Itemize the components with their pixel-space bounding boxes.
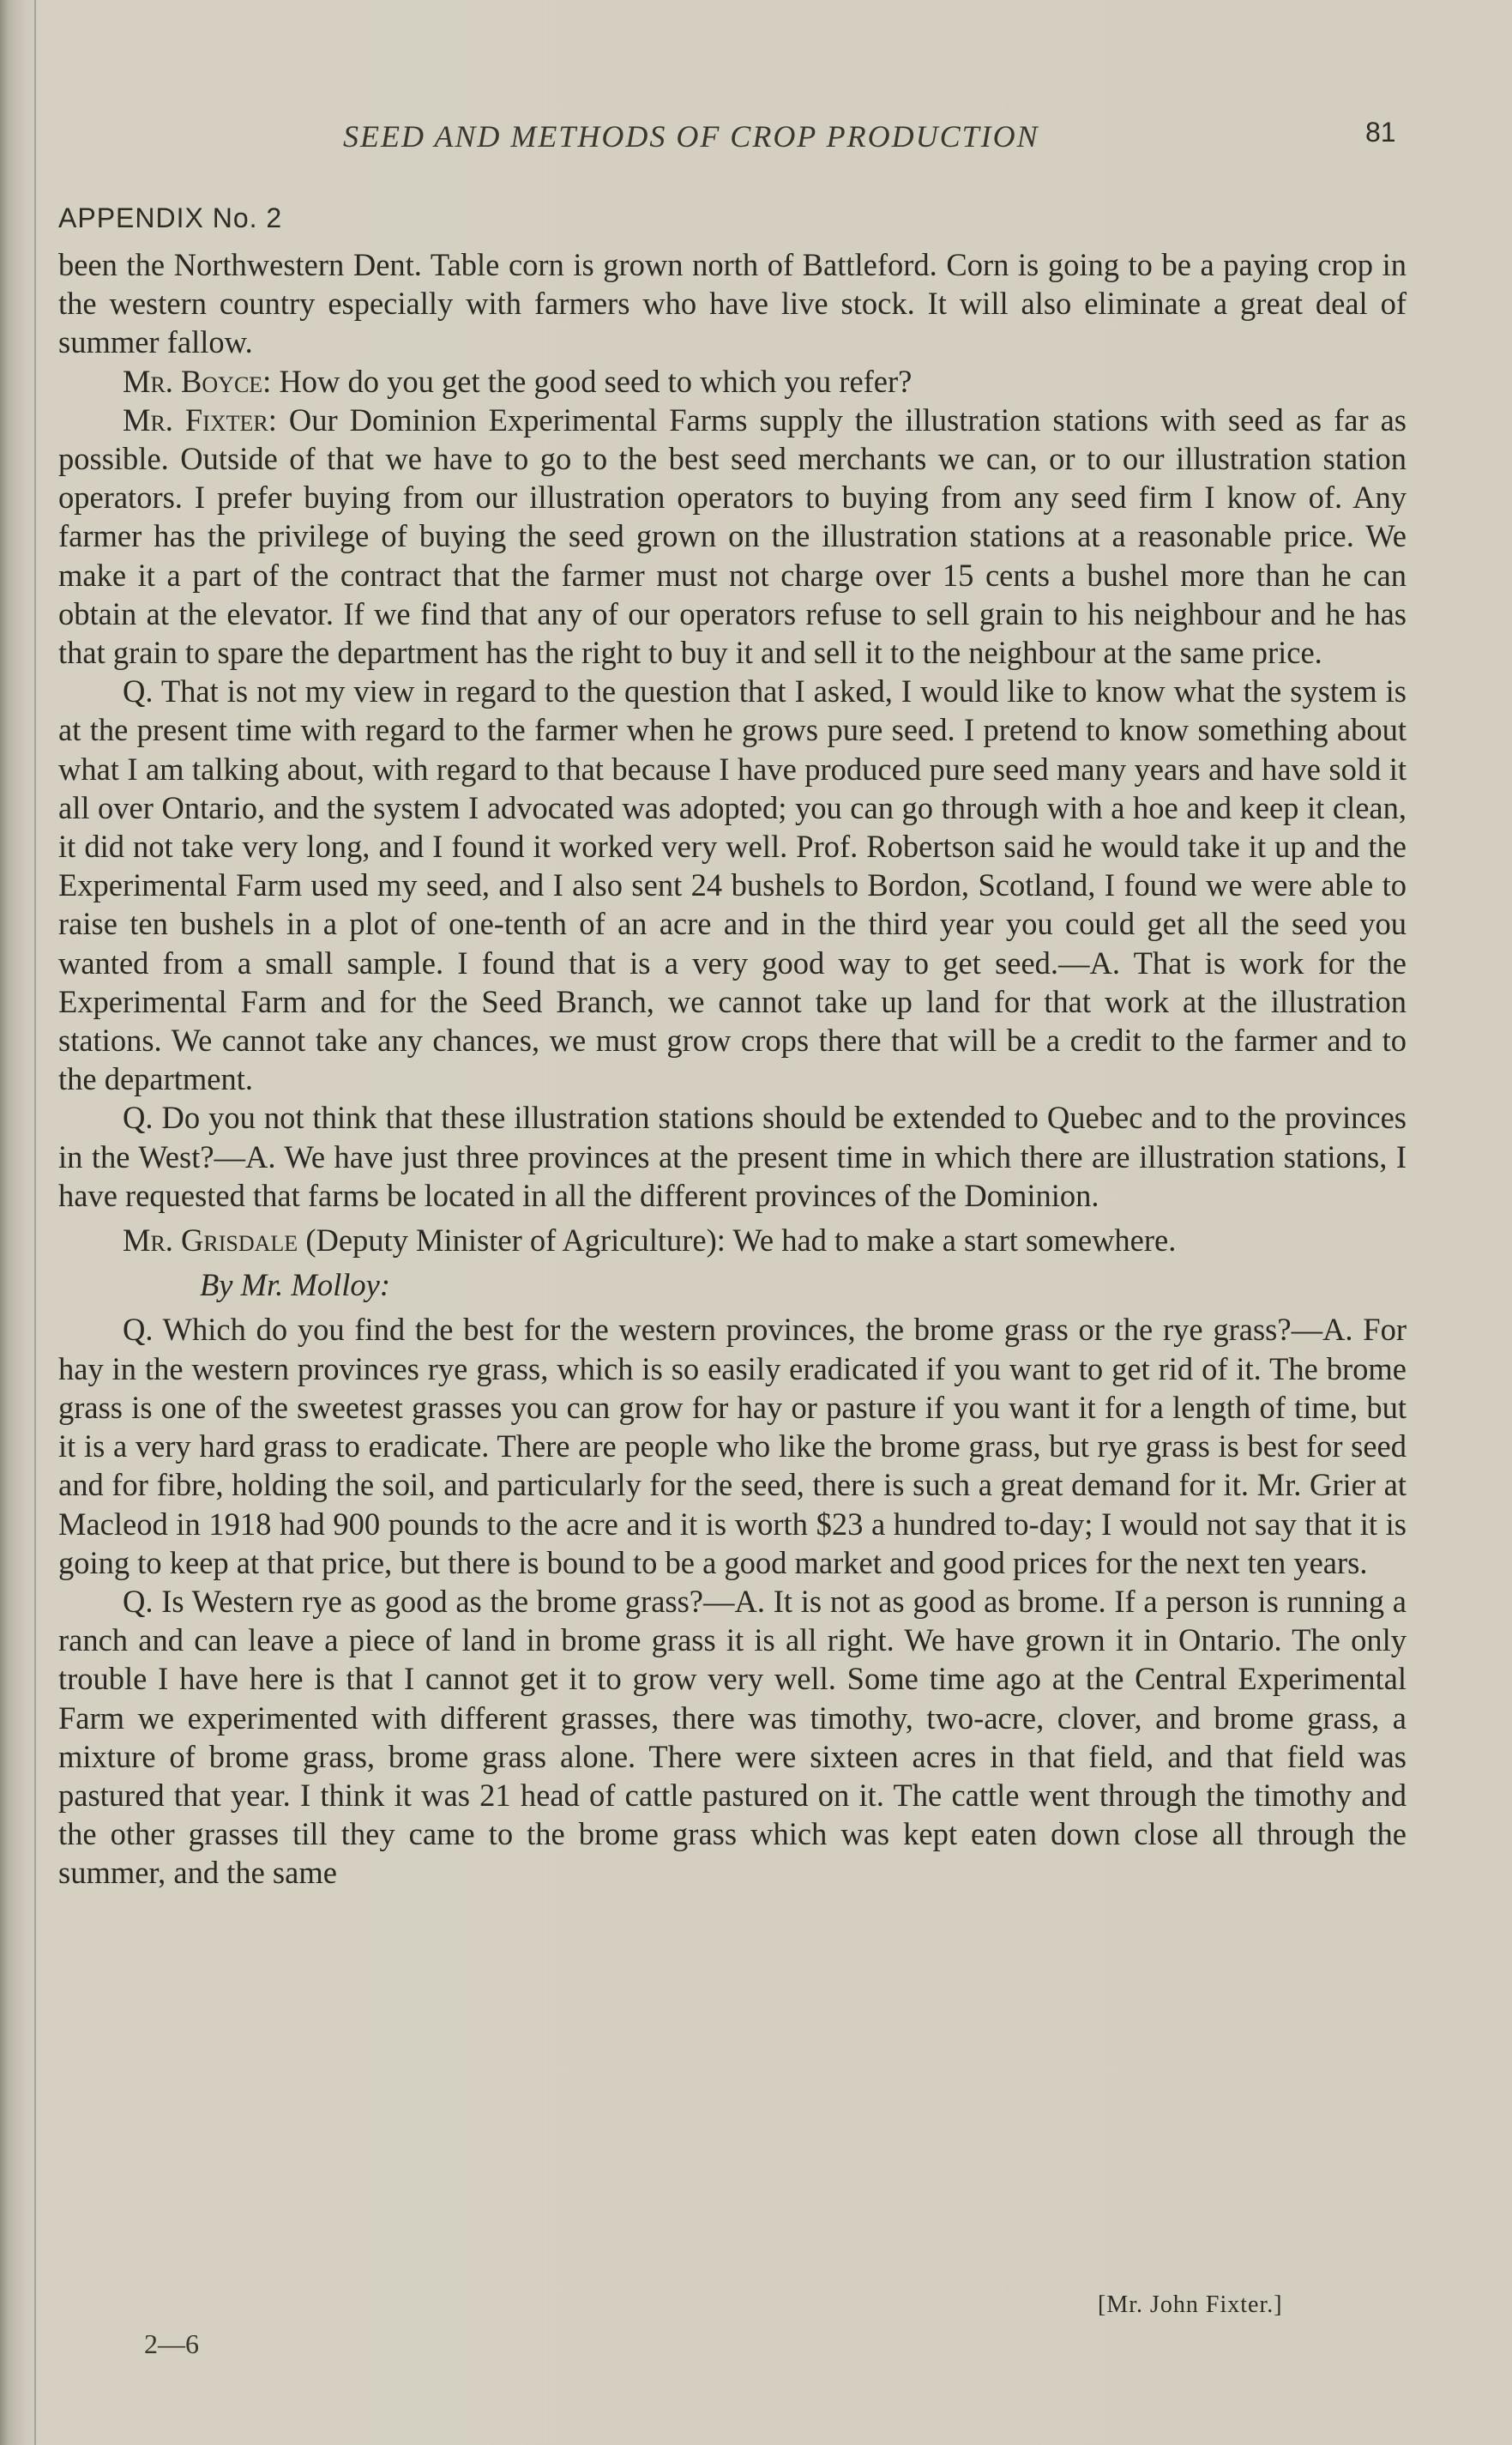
page-number: 81 xyxy=(1365,117,1396,148)
byline: By Mr. Molloy: xyxy=(200,1267,390,1303)
paragraph-fixter xyxy=(58,401,1407,672)
paragraph-question-rye: Q. Is Western rye as good as the brome grass?—A. It is not as good as brome. If a person is running a ranch and can leave a piece of land in brome grass it is all right. We have grown it in Ontario. The only trouble I have here is that I cannot get it to grow very well. Some time ago at the Central Experimental Farm we experimented with different grasses, there was timothy, two-acre, clover, and brome grass, a mixture of brome grass, brome grass alone. There were sixteen acres in that field, and that field was pastured that year. I think it was 21 head of cattle pastured on it. The cattle went through the timothy and the other grasses till they came to the brome grass which was kept eaten down close all through the summer, and the same xyxy=(58,1583,1407,1891)
paragraph-text: How do you get the good seed to which you refer? xyxy=(271,363,913,399)
signature-mark: 2—6 xyxy=(144,2328,199,2359)
paragraph-question-pure-seed: Q. That is not my view in regard to the question that I asked, I would like to know what the system is at the present time with regard to the farmer when he grows pure seed. I pretend to know something about what I am talking about, with regard to that because I have produced pure seed many years and have sold it all over Ontario, and the system I advocated was adopted; you can go through with a hoe and keep it clean, it did not take very long, and I found it worked very well. Prof. Robertson said he would take it up and the Experimental Farm used my seed, and I also sent 24 bushels to Bordon, Scotland, I found we were able to raise ten bushels in a plot of one-tenth of an acre and in the third year you could get all the seed you wanted from a small sample. I found that is a very good way to get seed.—A. That is work for the Experimental Farm and for the Seed Branch, we cannot take up land for that work at the illustration stations. We cannot take any chances, we must grow crops there that will be a credit to the farmer and to the department. xyxy=(58,673,1407,1097)
binding-crease xyxy=(34,0,36,2445)
speaker-name: Mr. Boyce: xyxy=(123,363,272,399)
running-head: SEED AND METHODS OF CROP PRODUCTION xyxy=(343,119,1039,154)
speaker-name: Mr. Grisdale xyxy=(123,1222,298,1259)
paragraph-grisdale xyxy=(58,1221,1407,1259)
body-text xyxy=(58,245,1407,1893)
paragraph-boyce xyxy=(58,362,1407,401)
book-binding-edge xyxy=(0,0,48,2445)
appendix-label: APPENDIX No. 2 xyxy=(58,202,283,233)
paragraph-text: Our Dominion Experimental Farms supply the illustration stations with seed as far as possible. Outside of that we have to go to the best seed merchants we can, or to our illustration station operators. I prefer buying from our illustration operators to buying from any seed firm I know of. Any farmer has the privilege of buying the seed grown on the illustration stations at a reasonable price. We make it a part of the contract that the farmer must not charge over 15 cents a bushel more than he can obtain at the elevator. If we find that any of our operators refuse to sell grain to his neighbour and he has that grain to spare the department has the right to buy it and sell it to the neighbour at the same price. xyxy=(58,401,1407,671)
speaker-name: Mr. Fixter: xyxy=(123,401,277,438)
paragraph-continuation: been the Northwestern Dent. Table corn is grown north of Battleford. Corn is going to be a paying crop in the western country especially with farmers who have live stock. It will also eliminate a great deal of summer fallow. xyxy=(58,247,1407,360)
paragraph-question-grass: Q. Which do you find the best for the western provinces, the brome grass or the rye grass?—A. For hay in the western provinces rye grass, which is so easily eradicated if you want to get rid of it. The brome grass is one of the sweetest grasses you can grow for hay or pasture if you want it for a length of time, but it is a very hard grass to eradicate. There are people who like the brome grass, but rye grass is best for seed and for fibre, holding the soil, and particularly for the seed, there is such a great demand for it. Mr. Grier at Macleod in 1918 had 900 pounds to the acre and it is worth $23 a hundred to-day; I would not say that it is going to keep at that price, but there is bound to be a good market and good prices for the next ten years. xyxy=(58,1312,1407,1580)
paragraph-question-stations: Q. Do you not think that these illustration stations should be extended to Quebec and to the provinces in the West?—A. We have just three provinces at the present time in which there are illustration stations, I have requested that farms be located in all the different provinces of the Dominion. xyxy=(58,1100,1407,1213)
speaker-attribution: [Mr. John Fixter.] xyxy=(1098,2291,1283,2318)
paragraph-text: (Deputy Minister of Agriculture): We had to make a start somewhere. xyxy=(298,1222,1177,1259)
